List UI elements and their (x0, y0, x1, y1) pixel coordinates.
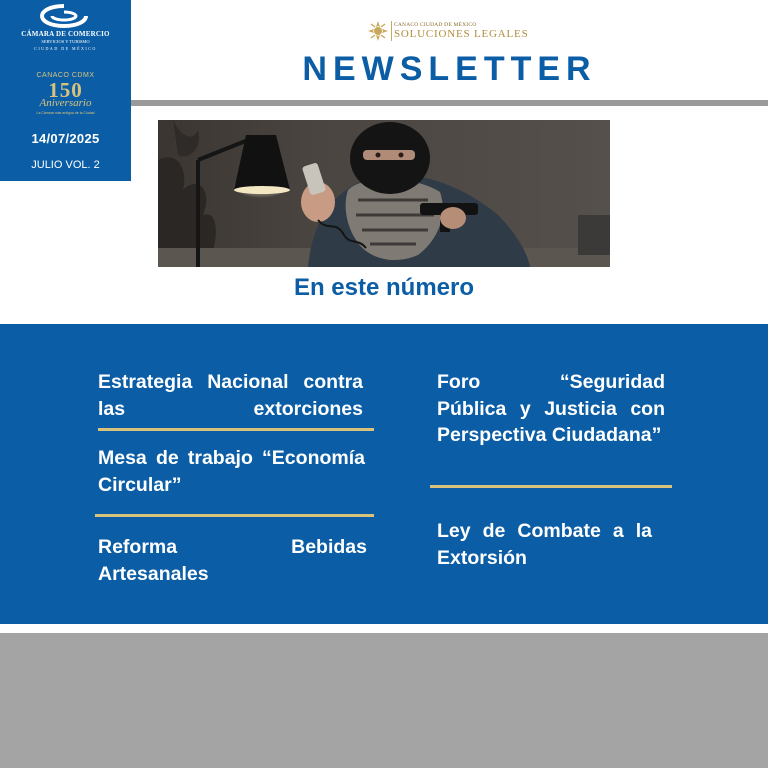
item-divider (98, 428, 374, 431)
contents-item-ley-combate[interactable]: Ley de Combate a la Extorsión (437, 520, 652, 569)
brand-box (0, 0, 131, 181)
anniversary-tagline: La Cámara más antigua de la Ciudad (36, 111, 95, 115)
item-divider (430, 485, 672, 488)
organization-name: CÁMARA DE COMERCIO (21, 30, 110, 38)
anniversary-number: 150 (48, 78, 83, 102)
newsletter-title: NEWSLETTER (302, 50, 597, 88)
issue-date: 14/07/2025 (31, 131, 100, 146)
canaco-logo-icon (38, 4, 90, 28)
logo-unit-name: SOLUCIONES LEGALES (394, 28, 529, 40)
anniversary-prefix: CANACO CDMX (36, 72, 95, 79)
organization-city: CIUDAD DE MÉXICO (34, 46, 97, 51)
organization-subtitle: SERVICIOS Y TURISMO (41, 39, 90, 44)
contents-heading: En este número (293, 274, 475, 301)
contents-item-foro-seguridad[interactable]: Foro “Seguridad Pública y Justicia con Perspectiva Ciudadana” (437, 371, 665, 446)
contents-item-economia-circular[interactable]: Mesa de trabajo “Economía Circular” (98, 447, 365, 496)
footer-separator (0, 624, 768, 633)
header-divider (131, 100, 768, 106)
contents-item-estrategia-nacional[interactable]: Estrategia Nacional contra las extorciones (98, 371, 363, 420)
soluciones-legales-emblem-icon (367, 20, 389, 42)
issue-volume: JULIO VOL. 2 (31, 159, 100, 171)
logo-caption: CANACO CIUDAD DE MÉXICO (394, 22, 477, 28)
footer-block (0, 633, 768, 768)
logo-divider (391, 21, 392, 41)
contents-item-reforma-bebidas[interactable]: Reforma Bebidas Artesanales (98, 536, 367, 585)
item-divider (95, 514, 374, 517)
anniversary-word: Aniversario (39, 97, 92, 109)
masked-man-with-phone-photo (158, 120, 610, 267)
